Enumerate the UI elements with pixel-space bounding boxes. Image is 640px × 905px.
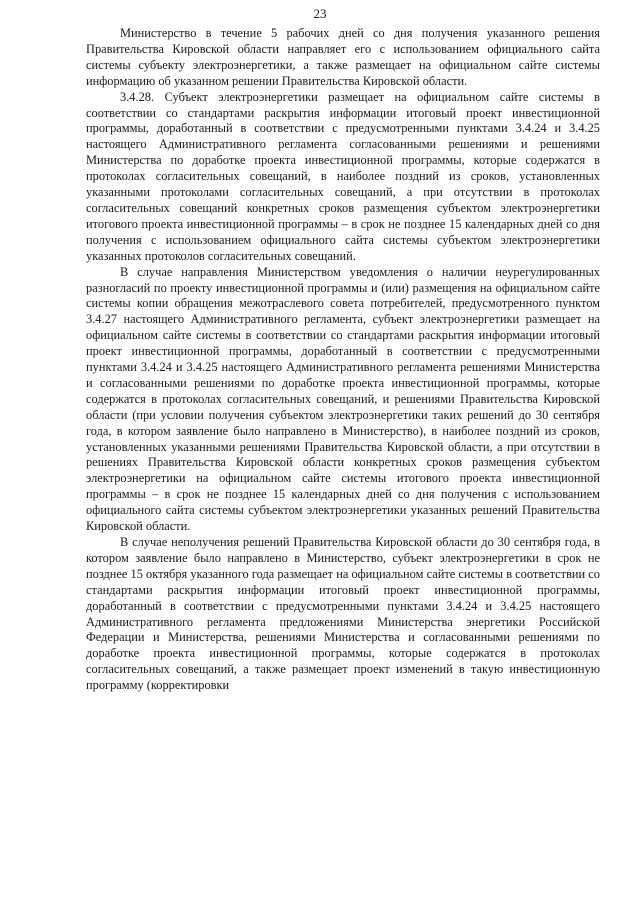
- paragraph-ministry-notice: Министерство в течение 5 рабочих дней со дня получения указанного решения Правительства Кировской области направляет его с использованием официального сайта системы субъекту электроэнергетики, а также размещает на официальном сайте системы информацию об указанном решении Правительства Кировской области.: [86, 26, 600, 88]
- paragraph-3-4-28: 3.4.28. Субъект электроэнергетики размещает на официальном сайте системы в соответствии со стандартами раскрытия информации итоговый проект инвестиционной программы, доработанный в соответствии с предусмотренными пунктами 3.4.24 и 3.4.25 настоящего Административного регламента согласованными решениями и решениями Министерства по доработке проекта инвестиционной программы, которые содержатся в протоколах согласительных совещаний, в наиболее поздний из сроков, установленных указанными протоколами согласительных совещаний, а при отсутствии в протоколах согласительных совещаний конкретных сроков размещения субъектом электроэнергетики итогового проекта инвестиционной программы – в срок не позднее 15 календарных дней со дня получения с использованием официального сайта системы субъектом электроэнергетики указанных протоколов согласительных совещаний.: [86, 89, 600, 263]
- paragraph-non-receipt-case: В случае неполучения решений Правительства Кировской области до 30 сентября года, в котором заявление было направлено в Министерство, субъект электроэнергетики в срок не позднее 15 октября указанного года размещает на официальном сайте системы в соответствии со стандартами раскрытия информации итоговый проект инвестиционной программы, доработанный в соответствии с предусмотренными пунктами 3.4.24 и 3.4.25 настоящего Административного регламента предложениями Министерства энергетики Российской Федерации и Министерства, решениями Министерства и согласованными решениями по доработке проекта инвестиционной программы, которые содержатся в протоколах согласительных совещаний, а также размещает проект изменений в такую инвестиционную программу (корректировки: [86, 535, 600, 693]
- page-number: 23: [313, 6, 327, 21]
- document-body: [86, 26, 600, 694]
- paragraph-disagreements-case: В случае направления Министерством уведомления о наличии неурегулированных разногласий по проекту инвестиционной программы и (или) размещения на официальном сайте системы копии обращения межотраслевого совета потребителей, предусмотренного пунктом 3.4.27 настоящего Административного регламента, субъект электроэнергетики размещает на официальном сайте системы в соответствии со стандартами раскрытия информации итоговый проект инвестиционной программы, доработанный в соответствии с предусмотренными пунктами 3.4.24 и 3.4.25 настоящего Административного регламента решениями Министерства и согласованными решениями по доработке проекта инвестиционной программы, которые содержатся в протоколах согласительных совещаний, и решениями Правительства Кировской области (при условии получения субъектом электроэнергетики таких решений до 30 сентября года, в котором заявление было направлено в Министерство), в наиболее поздний из сроков, установленных указанными решениями Правительства Кировской области, а при отсутствии в решениях Правительства Кировской области конкретных сроков размещения субъектом электроэнергетики на официальном сайте системы итогового проекта инвестиционной программы – в срок не позднее 15 календарных дней со дня получения с использованием официального сайта системы субъектом электроэнергетики указанных решений Правительства Кировской области.: [86, 264, 600, 534]
